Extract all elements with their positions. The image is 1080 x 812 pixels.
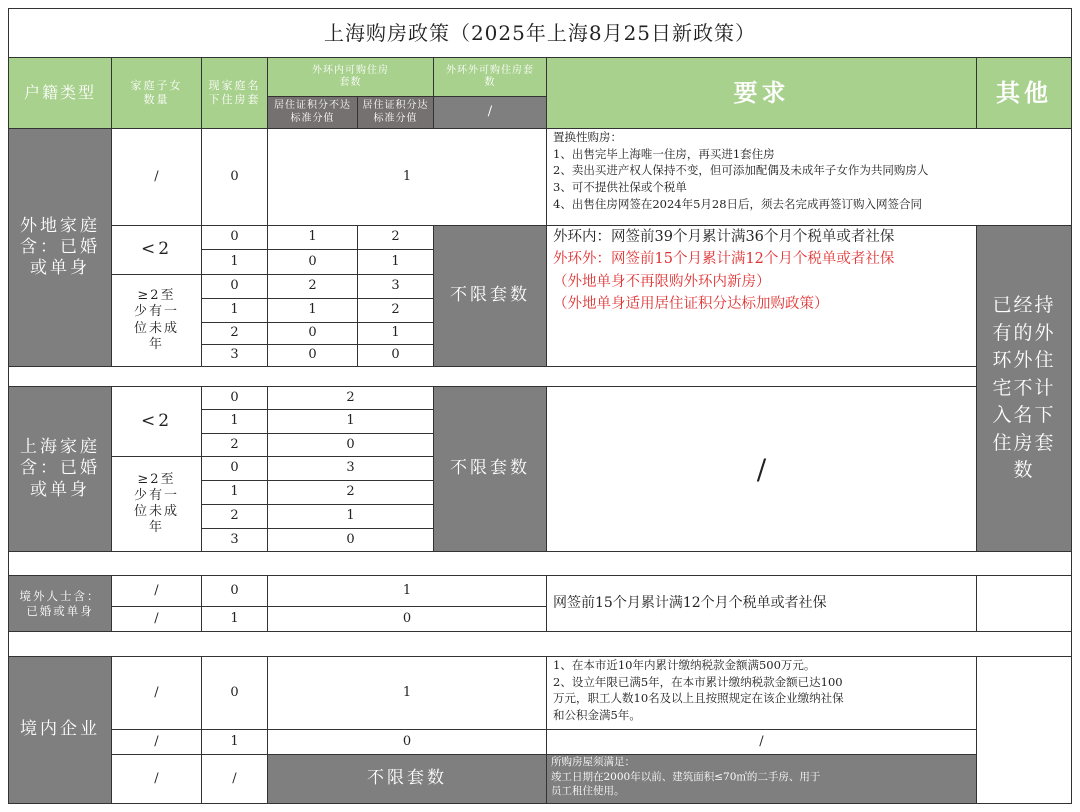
company-row1-owned: 0 <box>201 656 268 730</box>
non-local-outer: 不限套数 <box>433 225 547 367</box>
swap-line: 2、卖出买进产权人保持不变，但可添加配偶及未成年子女作为共同购房人 <box>553 163 929 178</box>
nl-row-a: 1 <box>267 225 358 250</box>
req-line-red: 外环外：网签前15个月累计满12个月个税单或者社保 <box>553 251 895 268</box>
local-row-value: 1 <box>267 409 434 434</box>
company-row1-requirements <box>546 656 977 730</box>
local-row-value: 0 <box>267 433 434 457</box>
company-note-line: 所购房屋须满足： <box>551 756 635 768</box>
req-line-red: （外地单身不再限购外环内新房） <box>553 273 771 290</box>
local-row-owned: 3 <box>201 528 268 552</box>
company-note-line: 竣工日期在2000年以前、建筑面积≤70㎡的二手房、用于 <box>551 770 821 783</box>
foreign-row-owned: 1 <box>201 606 268 632</box>
local-row-owned: 1 <box>201 480 268 505</box>
non-local-requirements <box>546 225 977 367</box>
swap-line: 3、可不提供社保或个税单 <box>553 180 687 195</box>
non-local-swap-count: 1 <box>267 128 547 226</box>
nl-row-a: 0 <box>267 249 358 275</box>
local-ge2-label: ≥2至少有一位未成年 <box>111 456 202 552</box>
nl-row-b: 1 <box>357 322 434 345</box>
swap-line: 置换性购房： <box>553 130 622 144</box>
spacer-row <box>8 631 1072 657</box>
foreign-label: 境外人士含：已婚或单身 <box>8 575 112 632</box>
company-label: 境内企业 <box>8 656 112 804</box>
swap-line: 4、出售住房网签在2024年5月28日后，须去名完成再签订购入网签合同 <box>553 196 923 211</box>
nl-row-owned: 0 <box>201 225 268 250</box>
spacer-row <box>8 551 1072 576</box>
local-row-owned: 0 <box>201 456 268 481</box>
foreign-row-value: 0 <box>267 606 547 632</box>
header-inner-sub2: 居住证积分达标准分值 <box>357 96 434 129</box>
company-req-line: 1、在本市近10年内累计缴纳税款金额满500万元。 <box>553 658 816 672</box>
company-note-line: 员工租住使用。 <box>551 785 625 798</box>
header-inner: 外环内可购住房套数 <box>267 57 434 97</box>
non-local-swap-children: / <box>111 128 202 226</box>
company-row2-owned: 1 <box>201 729 268 755</box>
foreign-row-value: 1 <box>267 575 547 607</box>
company-req-line: 和公积金满5年。 <box>553 708 641 723</box>
req-line: 外环内：网签前39个月累计满36个月个税单或者社保 <box>553 229 895 245</box>
non-local-label: 外地家庭含：已婚或单身 <box>8 128 112 367</box>
local-row-value: 2 <box>267 386 434 410</box>
nl-row-b: 2 <box>357 298 434 323</box>
nl-row-owned: 3 <box>201 344 268 367</box>
non-local-lt2-label: <2 <box>111 225 202 275</box>
company-row3-requirements <box>546 754 977 804</box>
spacer-row <box>8 366 977 387</box>
local-row-owned: 1 <box>201 409 268 434</box>
req-line-red: （外地单身适用居住证积分达标加购政策） <box>553 296 829 313</box>
company-row2-requirements: / <box>546 729 977 755</box>
other-note: 已经持有的外环外住宅不计入名下住房套数 <box>976 225 1072 552</box>
company-row2-value: 0 <box>267 729 547 755</box>
local-row-value: 1 <box>267 504 434 529</box>
company-row2-children: / <box>111 729 202 755</box>
nl-row-a: 2 <box>267 274 358 299</box>
header-outer-value: / <box>433 96 547 129</box>
local-row-owned: 2 <box>201 433 268 457</box>
nl-row-a: 1 <box>267 298 358 323</box>
company-row3-children: / <box>111 754 202 804</box>
foreign-row-owned: 0 <box>201 575 268 607</box>
swap-line: 1、出售完毕上海唯一住房，再买进1套住房 <box>553 146 775 161</box>
local-row-value: 0 <box>267 528 434 552</box>
nl-row-a: 0 <box>267 322 358 345</box>
foreign-other <box>976 575 1072 632</box>
local-outer: 不限套数 <box>433 386 547 552</box>
foreign-row-children: / <box>111 606 202 632</box>
header-requirements: 要求 <box>546 57 977 129</box>
local-row-value: 3 <box>267 456 434 481</box>
nl-row-owned: 0 <box>201 274 268 299</box>
local-label: 上海家庭含：已婚或单身 <box>8 386 112 552</box>
header-huji: 户籍类型 <box>8 57 112 129</box>
header-inner-sub1: 居住证积分不达标准分值 <box>267 96 358 129</box>
company-row1-value: 1 <box>267 656 547 730</box>
company-row3-owned: / <box>201 754 268 804</box>
company-req-line: 万元，职工人数10名及以上且按照规定在该企业缴纳社保 <box>553 691 844 706</box>
company-other <box>976 656 1072 804</box>
nl-row-owned: 1 <box>201 298 268 323</box>
nl-row-b: 1 <box>357 249 434 275</box>
company-row1-children: / <box>111 656 202 730</box>
header-outer: 外环外可购住房套数 <box>433 57 547 97</box>
header-children: 家庭子女数量 <box>111 57 202 129</box>
company-row3-value: 不限套数 <box>267 754 547 804</box>
foreign-row-children: / <box>111 575 202 607</box>
nl-row-b: 0 <box>357 344 434 367</box>
local-requirements: / <box>546 386 977 552</box>
local-row-owned: 2 <box>201 504 268 529</box>
header-other: 其他 <box>976 57 1072 129</box>
non-local-swap-owned: 0 <box>201 128 268 226</box>
non-local-swap-requirements <box>546 128 1072 226</box>
local-row-value: 2 <box>267 480 434 505</box>
company-req-line: 2、设立年限已满5年，在本市累计缴纳税款金额已达100 <box>553 674 843 689</box>
nl-row-b: 2 <box>357 225 434 250</box>
nl-row-owned: 1 <box>201 249 268 275</box>
header-owned: 现家庭名下住房套 <box>201 57 268 129</box>
nl-row-owned: 2 <box>201 322 268 345</box>
nl-row-a: 0 <box>267 344 358 367</box>
foreign-requirements: 网签前15个月累计满12个月个税单或者社保 <box>546 575 977 632</box>
nl-row-b: 3 <box>357 274 434 299</box>
non-local-ge2-label: ≥2至少有一位未成年 <box>111 274 202 367</box>
local-lt2-label: <2 <box>111 386 202 457</box>
local-row-owned: 0 <box>201 386 268 410</box>
page-title: 上海购房政策（2025年上海8月25日新政策） <box>8 8 1072 58</box>
